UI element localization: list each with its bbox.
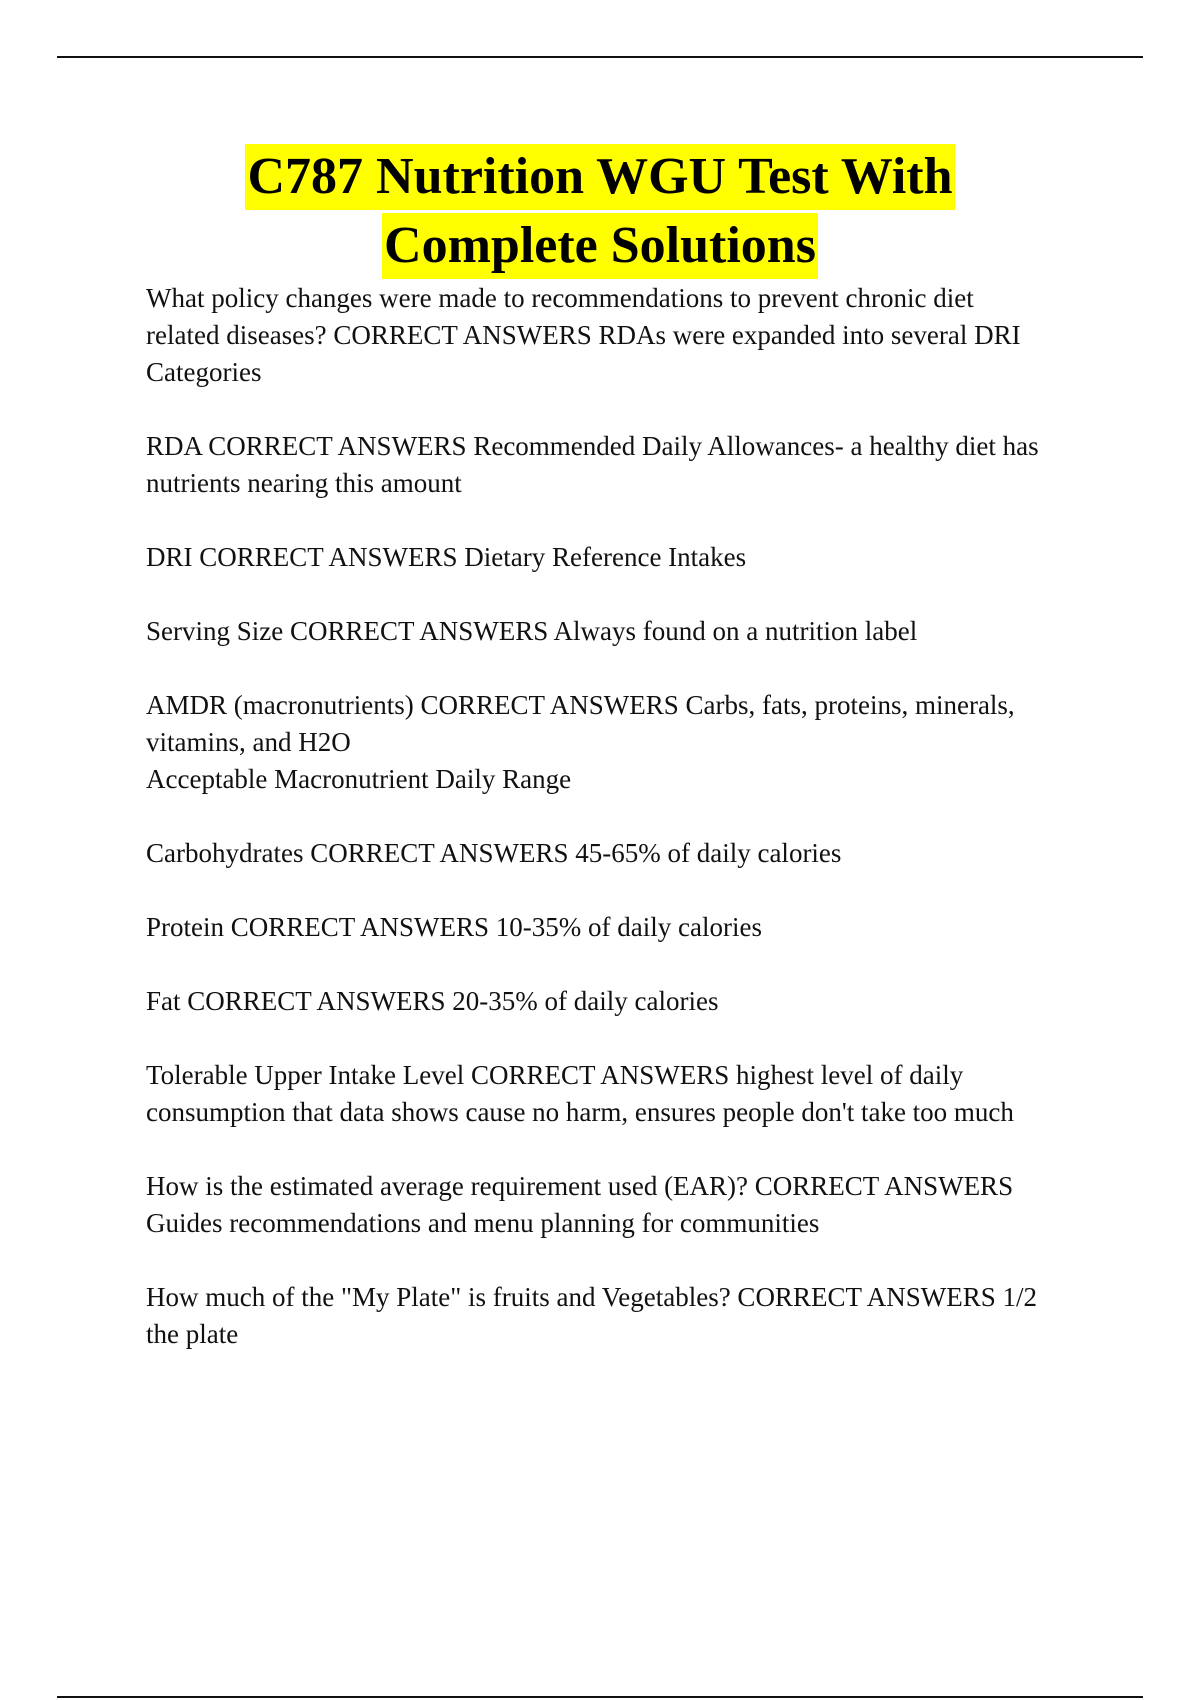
qa-line: RDA CORRECT ANSWERS Recommended Daily Allowances- a healthy diet has <box>146 431 1039 461</box>
qa-entry <box>146 983 1106 1020</box>
qa-entry <box>146 1168 1106 1242</box>
qa-line: Categories <box>146 357 262 387</box>
qa-line: How much of the "My Plate" is fruits and Vegetables? CORRECT ANSWERS 1/2 <box>146 1282 1037 1312</box>
qa-line: DRI CORRECT ANSWERS Dietary Reference Intakes <box>146 542 747 572</box>
qa-line: Protein CORRECT ANSWERS 10-35% of daily calories <box>146 912 762 942</box>
qa-line: How is the estimated average requirement used (EAR)? CORRECT ANSWERS <box>146 1171 1014 1201</box>
qa-entry <box>146 280 1106 391</box>
qa-entry <box>146 428 1106 502</box>
qa-entry <box>146 835 1106 872</box>
qa-line: What policy changes were made to recommendations to prevent chronic diet <box>146 283 974 313</box>
qa-line: Serving Size CORRECT ANSWERS Always found on a nutrition label <box>146 616 918 646</box>
qa-list <box>146 280 1106 1390</box>
qa-line: related diseases? CORRECT ANSWERS RDAs were expanded into several DRI <box>146 320 1021 350</box>
qa-line: the plate <box>146 1319 239 1349</box>
qa-line: nutrients nearing this amount <box>146 468 462 498</box>
qa-line: Guides recommendations and menu planning for communities <box>146 1208 820 1238</box>
qa-line: consumption that data shows cause no harm, ensures people don't take too much <box>146 1097 1014 1127</box>
qa-line: Tolerable Upper Intake Level CORRECT ANSWERS highest level of daily <box>146 1060 964 1090</box>
qa-line: Acceptable Macronutrient Daily Range <box>146 764 572 794</box>
qa-entry <box>146 687 1106 798</box>
title-line-1: C787 Nutrition WGU Test With <box>245 144 954 210</box>
title-line-2: Complete Solutions <box>382 213 818 279</box>
qa-entry <box>146 909 1106 946</box>
qa-line: AMDR (macronutrients) CORRECT ANSWERS Carbs, fats, proteins, minerals, <box>146 690 1015 720</box>
qa-entry <box>146 1279 1106 1353</box>
qa-line: vitamins, and H2O <box>146 727 351 757</box>
qa-line: Fat CORRECT ANSWERS 20-35% of daily calories <box>146 986 719 1016</box>
bottom-rule <box>57 1696 1143 1698</box>
qa-entry <box>146 1057 1106 1131</box>
qa-entry <box>146 613 1106 650</box>
qa-line: Carbohydrates CORRECT ANSWERS 45-65% of daily calories <box>146 838 842 868</box>
top-rule <box>57 56 1143 58</box>
document-title <box>0 144 1200 279</box>
qa-entry <box>146 539 1106 576</box>
